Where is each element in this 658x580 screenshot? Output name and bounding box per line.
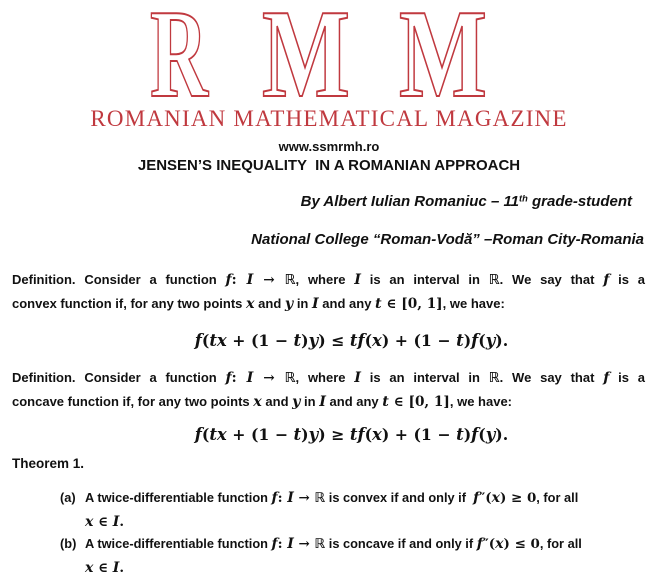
item-line: x ∈ I.: [85, 560, 124, 576]
byline: [0, 193, 632, 210]
paragraph-line: Definition. Consider a function f: I → ℝ, where I is an interval in ℝ. We say that f is a: [12, 370, 645, 386]
byline-suffix: grade-student: [527, 193, 632, 210]
paragraph-line: Definition. Consider a function f: I → ℝ, where I is an interval in ℝ. We say that f is a: [12, 272, 645, 288]
definition-convex: [12, 268, 645, 316]
item-content: [85, 486, 578, 534]
logo-letter-m1: M: [262, 2, 350, 102]
byline-superscript: th: [519, 193, 528, 204]
item-line: x ∈ I.: [85, 514, 124, 530]
formula-convex: f(tx + (1 − t)y) ≤ tf(x) + (1 − t)f(y).: [194, 331, 509, 350]
formula-concave: f(tx + (1 − t)y) ≥ tf(x) + (1 − t)f(y).: [194, 425, 509, 444]
theorem-item-a: [60, 486, 578, 534]
logo-letter-m2: M: [399, 2, 487, 102]
article-title: JENSEN’S INEQUALITY IN A ROMANIAN APPROACH: [137, 157, 521, 174]
item-line: A twice-differentiable function f: I → ℝ is convex if and only if f″(x) ≥ 0, for all: [85, 490, 579, 506]
theorem-heading: Theorem 1.: [12, 456, 85, 471]
item-content: [85, 532, 582, 580]
magazine-title: ROMANIAN MATHEMATICAL MAGAZINE: [90, 106, 568, 131]
item-marker: (a): [60, 490, 76, 505]
logo-letter-r: R: [150, 2, 210, 102]
website-url: www.ssmrmh.ro: [278, 139, 380, 154]
rmm-logo-svg: [0, 2, 658, 102]
paragraph-line: convex function if, for any two points x and y in I and any t ∈ [0, 1], we have:: [12, 296, 505, 312]
rmm-logo: [0, 2, 658, 102]
paragraph-line: concave function if, for any two points x and y in I and any t ∈ [0, 1], we have:: [12, 394, 513, 410]
definition-concave: [12, 366, 645, 414]
item-line: A twice-differentiable function f: I → ℝ is concave if and only if f″(x) ≤ 0, for all: [85, 536, 582, 552]
byline-text: By Albert Iulian Romaniuc – 11: [300, 193, 520, 210]
theorem-item-b: [60, 532, 582, 580]
item-marker: (b): [60, 536, 77, 551]
college-line: National College “Roman-Vodă” –Roman City-Romania: [251, 231, 644, 248]
